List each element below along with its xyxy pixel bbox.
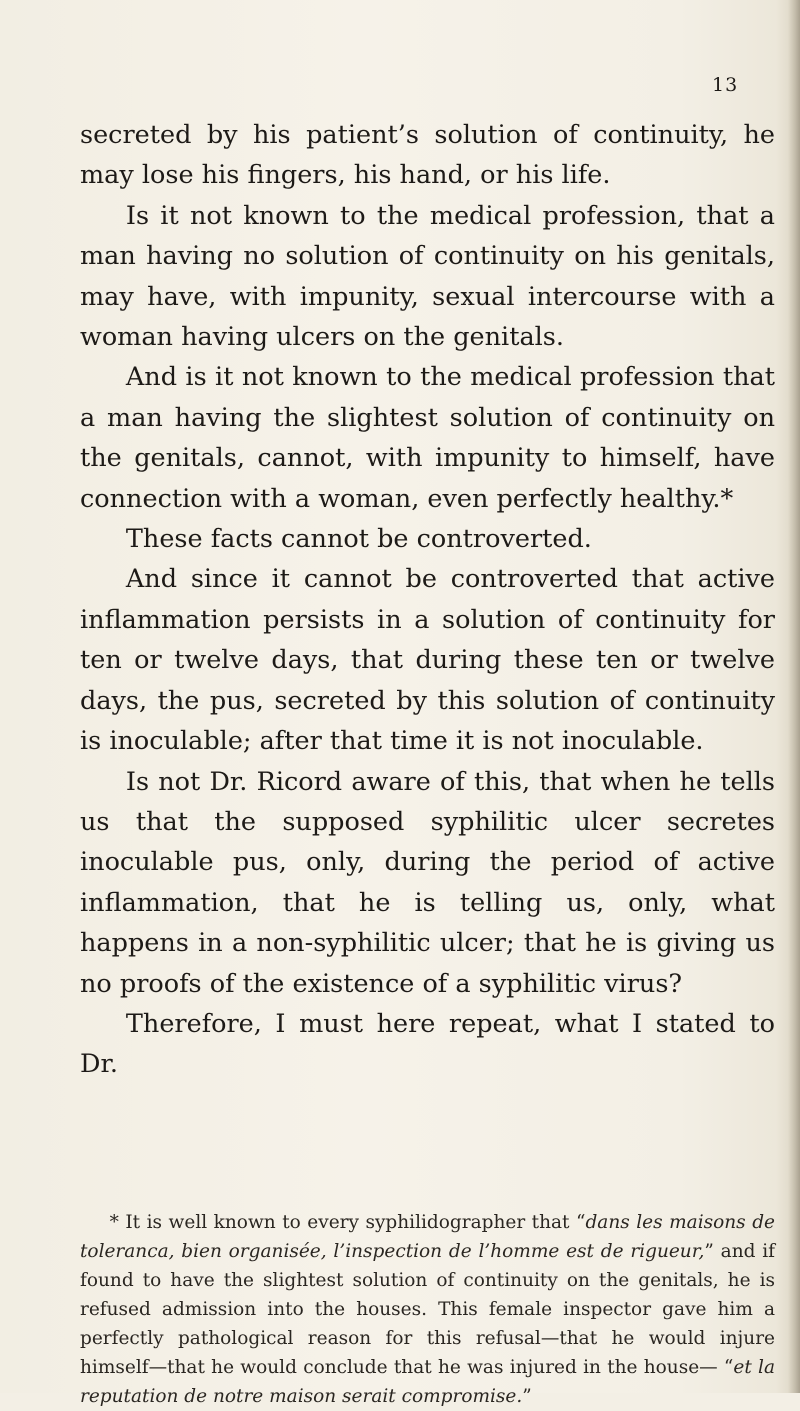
paragraph: And since it cannot be controverted that active inflammation persists in a solution of continuity for ten or twelve days, that during these ten or twelve days, the pus, secreted by this solution of continuity is inoculable; after that time it is not inoculable. xyxy=(80,564,775,757)
main-text xyxy=(80,115,775,1085)
page-number: 13 xyxy=(712,74,739,96)
footnote xyxy=(80,1208,775,1411)
footnote-middle: ” and if found to have the slightest solution of continuity on the genitals, he is refused admission into the houses. This female inspector gave him a perfectly pathological reason for this refusal—that he would injure himself—that he would conclude that he was injured in the house— “ xyxy=(80,1241,775,1378)
paragraph-continuation: secreted by his patient’s solution of continuity, he may lose his fingers, his hand, or his life. xyxy=(80,120,775,191)
footnote-lead: * It is well known to every syphilidographer that “ xyxy=(109,1212,586,1233)
paragraph: Is it not known to the medical profession, that a man having no solution of continuity on his genitals, may have, with impunity, sexual intercourse with a woman having ulcers on the genitals. xyxy=(80,200,775,353)
paragraph: Is not Dr. Ricord aware of this, that when he tells us that the supposed syphilitic ulcer secretes inoculable pus, only, during the period of active inflammation, that he is telling us, only, what happens in a non-syphilitic ulcer; that he is giving us no proofs of the existence of a syphilitic virus? xyxy=(80,766,775,999)
footnote-text xyxy=(80,1208,775,1411)
paragraph: These facts cannot be controverted. xyxy=(125,524,592,555)
page-edge-shadow xyxy=(788,0,800,1393)
footnote-quote-french: dans les maisons de toleranca, bien organisée, l’inspection de l’homme est de rigueur, xyxy=(80,1212,775,1262)
footnote-tail: ” xyxy=(522,1386,532,1407)
paragraph: Therefore, I must here repeat, what I stated to Dr. xyxy=(80,1008,775,1080)
paragraph: And is it not known to the medical profession that a man having the slightest solution of continuity on the genitals, cannot, with impunity to himself, have connection with a woman, even perfectly healthy.* xyxy=(80,362,775,514)
footnote-quote-french-2: et la reputation de notre maison serait compromise. xyxy=(80,1357,775,1407)
